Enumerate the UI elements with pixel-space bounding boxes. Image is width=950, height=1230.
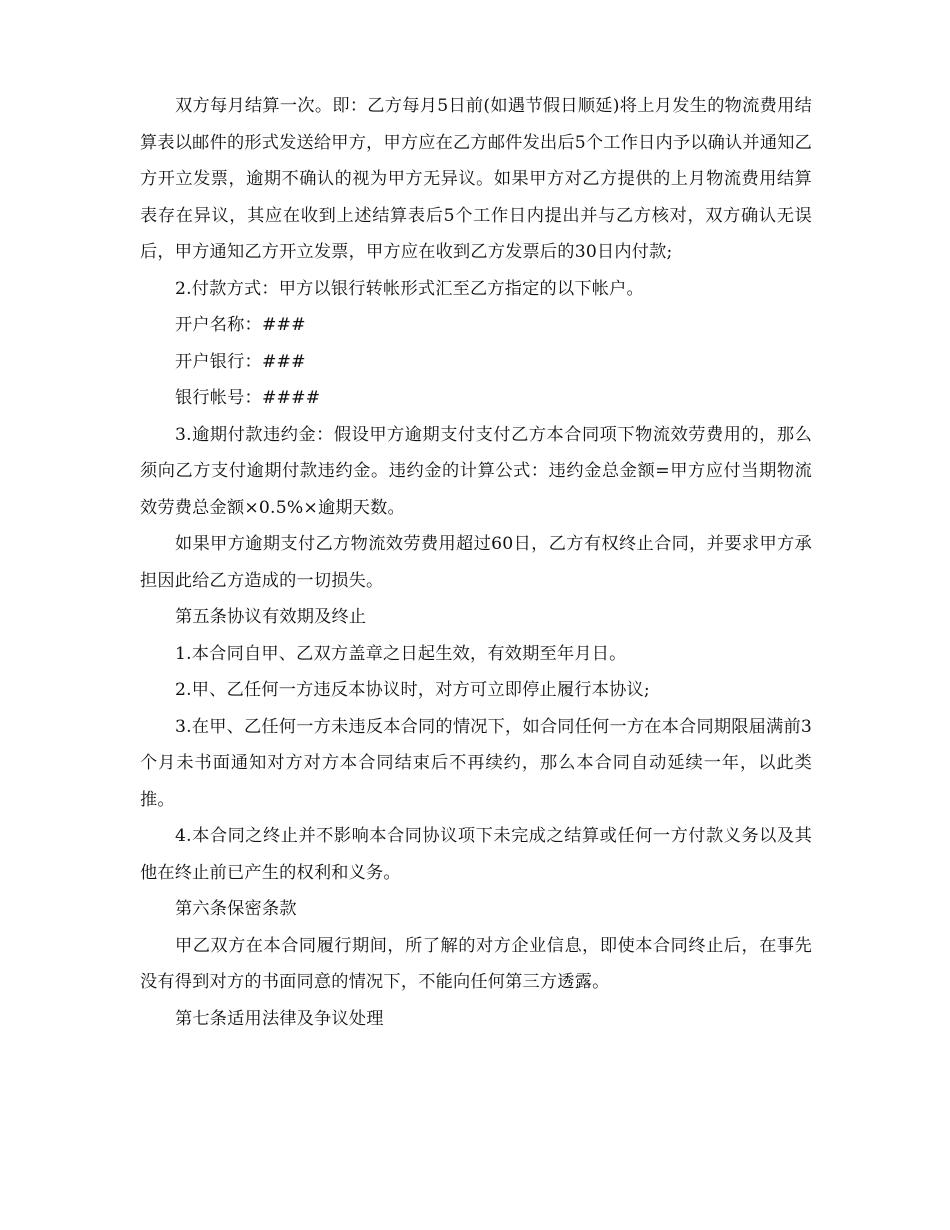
heading-article-7: 第七条适用法律及争议处理 [175,1008,384,1029]
paragraph-settlement: 双方每月结算一次。即：乙方每月5日前(如遇节假日顺延)将上月发生的物流费用结算表以邮件的形式发送给甲方，甲方应在乙方邮件发出后5个工作日内予以确认并通知乙方开立发票，逾期不确认的视为甲方无异议。如果甲方对乙方提供的上月物流费用结算表存在异议，其应在收到上述结算表后5个工作日内提出并与乙方核对，双方确认无误后，甲方通知乙方开立发票，甲方应在收到乙方发票后的30日内付款; [140,96,812,262]
paragraph-overdue-termination: 如果甲方逾期支付乙方物流效劳费用超过60日，乙方有权终止合同，并要求甲方承担因此给乙方造成的一切损失。 [140,534,812,591]
paragraph-termination-effect: 4.本合同之终止并不影响本合同协议项下未完成之结算或任何一方付款义务以及其他在终止前已产生的权利和义务。 [140,826,812,883]
paragraph-payment-method: 2.付款方式：甲方以银行转帐形式汇至乙方指定的以下帐户。 [175,278,644,299]
paragraph-account-name: 开户名称：### [175,315,306,335]
paragraph-effective-date: 1.本合同自甲、乙双方盖章之日起生效，有效期至年月日。 [175,643,627,664]
paragraph-breach: 2.甲、乙任何一方违反本协议时，对方可立即停止履行本协议; [175,680,650,700]
heading-article-5: 第五条协议有效期及终止 [175,607,367,627]
paragraph-confidentiality: 甲乙双方在本合同履行期间，所了解的对方企业信息，即使本合同终止后，在事先没有得到对方的书面同意的情况下，不能向任何第三方透露。 [140,935,812,992]
document-page [140,88,812,1037]
paragraph-bank-name: 开户银行：### [175,351,306,372]
paragraph-late-payment-penalty: 3.逾期付款违约金：假设甲方逾期支付支付乙方本合同项下物流效劳费用的，那么须向乙方支付逾期付款违约金。违约金的计算公式：违约金总金额=甲方应付当期物流效劳费总金额×0.5%×逾期天数。 [140,424,812,518]
paragraph-auto-renewal: 3.在甲、乙任何一方未违反本合同的情况下，如合同任何一方在本合同期限届满前3个月未书面通知对方对方本合同结束后不再续约，那么本合同自动延续一年，以此类推。 [140,716,812,810]
heading-article-6: 第六条保密条款 [175,899,297,919]
paragraph-account-number: 银行帐号：#### [175,388,321,408]
